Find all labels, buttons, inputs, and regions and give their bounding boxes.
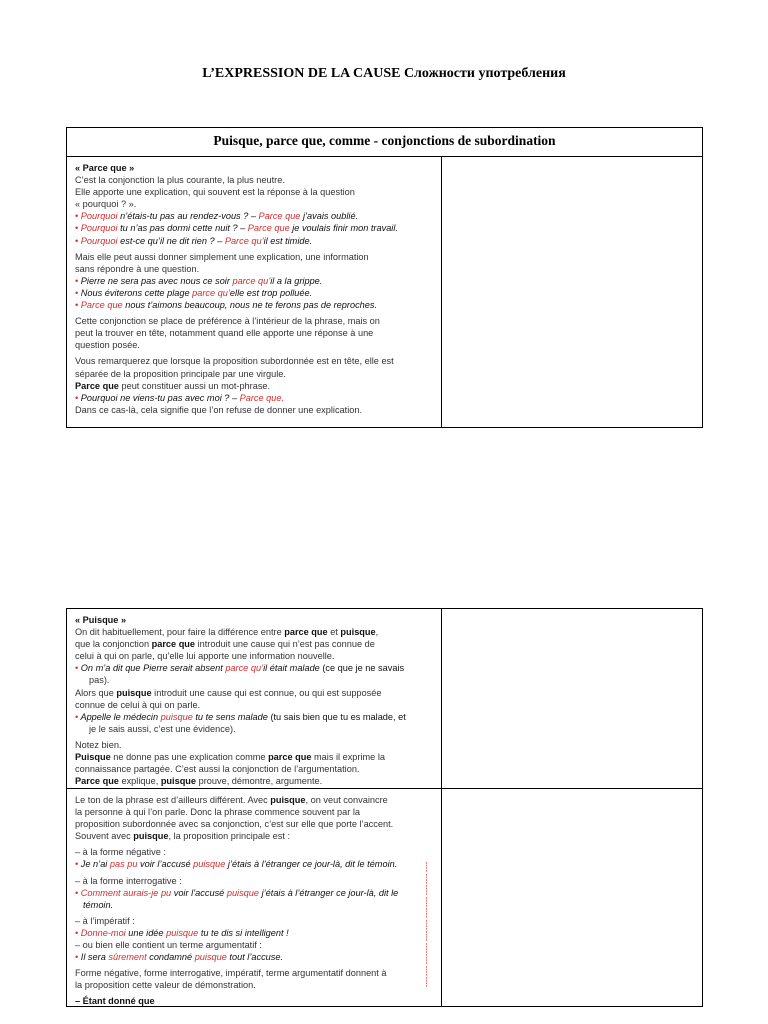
text-line: sans répondre à une question. — [75, 263, 200, 274]
empty-cell — [442, 789, 703, 1007]
text-line: celui à qui on parle, qu’elle lui apporte une information nouvelle. — [75, 651, 335, 662]
text-line: Le ton de la phrase est d’ailleurs différent. Avec puisque, on veut convaincre — [75, 795, 388, 805]
example-line: • Nous éviterons cette plage parce qu’elle est trop polluée. — [75, 287, 313, 298]
text-line: Alors que puisque introduit une cause qui est connue, ou qui est supposée — [75, 687, 382, 698]
text-line: Elle apporte une explication, qui souvent est la réponse à la question — [75, 187, 355, 198]
cell-puisque — [67, 609, 442, 789]
section-heading: « Parce que » — [75, 163, 135, 173]
table-parce-que — [66, 127, 703, 428]
example-line: • Appelle le médecin puisque tu te sens malade (tu sais bien que tu es malade, et — [75, 711, 406, 722]
margin-marks: ┊ ┊ ┊ ┊ ┊ ┊ ┊ ┊ ┊ ┊ ┊ — [424, 862, 430, 987]
text-line: C’est la conjonction la plus courante, la plus neutre. — [75, 175, 285, 186]
table-header: Puisque, parce que, comme - conjonctions de subordination — [67, 128, 703, 157]
text-line: Mais elle peut aussi donner simplement une explication, une information — [75, 251, 369, 262]
text-line: – à la forme négative : — [75, 847, 166, 858]
example-line: • On m’a dit que Pierre serait absent parce qu’il était malade (ce que je ne savais — [75, 663, 405, 674]
text-line: – à la forme interrogative : — [75, 875, 182, 886]
example-line: • Pierre ne sera pas avec nous ce soir parce qu’il a la grippe. — [75, 275, 323, 286]
section-heading: « Puisque » — [75, 615, 127, 625]
text-line: connaissance partagée. C’est aussi la conjonction de l’argumentation. — [75, 764, 360, 775]
cell-parce-que — [67, 157, 442, 428]
text-line: Parce que explique, puisque prouve, démontre, argumente. — [75, 776, 323, 787]
example-line: • Pourquoi est-ce qu’il ne dit rien ? – Parce qu’il est timide. — [75, 235, 313, 246]
example-line: • Je n’ai pas pu voir l’accusé puisque j’étais à l’étranger ce jour-là, dit le témoin. — [75, 859, 398, 870]
cell-puisque-ton — [67, 789, 442, 1007]
text-line: Puisque ne donne pas une explication comme parce que mais il exprime la — [75, 752, 385, 763]
page-title: L’EXPRESSION DE LA CAUSE Сложности употребления — [202, 66, 566, 81]
text-line: Dans ce cas-là, cela signifie que l’on refuse de donner une explication. — [75, 404, 363, 415]
text-line: – Étant donné que — [75, 996, 155, 1007]
text-line: Souvent avec puisque, la proposition principale est : — [75, 831, 291, 842]
text-line: je le sais aussi, c’est une évidence). — [89, 723, 236, 734]
text-line: On dit habituellement, pour faire la différence entre parce que et puisque, — [75, 627, 379, 638]
text-line: séparée de la proposition principale par une virgule. — [75, 368, 286, 379]
text-line: la personne à qui l’on parle. Donc la phrase commence souvent par la — [75, 807, 360, 818]
text-line: – ou bien elle contient un terme argumentatif : — [75, 940, 262, 951]
example-line: • Pourquoi tu n’as pas dormi cette nuit ? – Parce que je voulais finir mon travail. — [75, 223, 398, 234]
example-line: • Donne-moi une idée puisque tu te dis si intelligent ! — [75, 927, 289, 938]
text-line: Forme négative, forme interrogative, impératif, terme argumentatif donnent à — [75, 968, 387, 979]
text-line: témoin. — [83, 899, 114, 910]
table-puisque — [66, 608, 703, 1007]
text-line: connue de celui à qui on parle. — [75, 699, 201, 710]
empty-cell — [442, 609, 703, 789]
text-line: pas). — [89, 675, 110, 686]
example-line: • Comment aurais-je pu voir l’accusé puisque j’étais à l’étranger ce jour-là, dit le — [75, 887, 399, 898]
text-line: la proposition cette valeur de démonstration. — [75, 980, 256, 991]
text-line: Cette conjonction se place de préférence à l’intérieur de la phrase, mais on — [75, 316, 380, 327]
text-line: « pourquoi ? ». — [75, 199, 137, 210]
text-line: proposition subordonnée avec sa conjonction, c’est sur elle que porte l’accent. — [75, 819, 394, 830]
text-line: – à l’impératif : — [75, 915, 135, 926]
example-line: • Il sera sûrement condamné puisque tout l’accuse. — [75, 952, 284, 963]
text-line: Notez bien. — [75, 739, 122, 750]
example-line: • Parce que nous t’aimons beaucoup, nous ne te ferons pas de reproches. — [75, 300, 378, 311]
text-line: question posée. — [75, 340, 140, 351]
example-line: • Pourquoi n’étais-tu pas au rendez-vous ? – Parce que j’avais oublié. — [75, 211, 359, 222]
text-line: que la conjonction parce que introduit une cause qui n’est pas connue de — [75, 639, 375, 650]
example-line: • Pourquoi ne viens-tu pas avec moi ? – Parce que. — [75, 392, 285, 403]
text-line: peut la trouver en tête, notamment quand elle apporte une réponse à une — [75, 328, 374, 339]
empty-cell — [442, 157, 703, 428]
text-line: Vous remarquerez que lorsque la proposition subordonnée est en tête, elle est — [75, 356, 394, 367]
text-line: Parce que peut constituer aussi un mot-phrase. — [75, 380, 271, 391]
